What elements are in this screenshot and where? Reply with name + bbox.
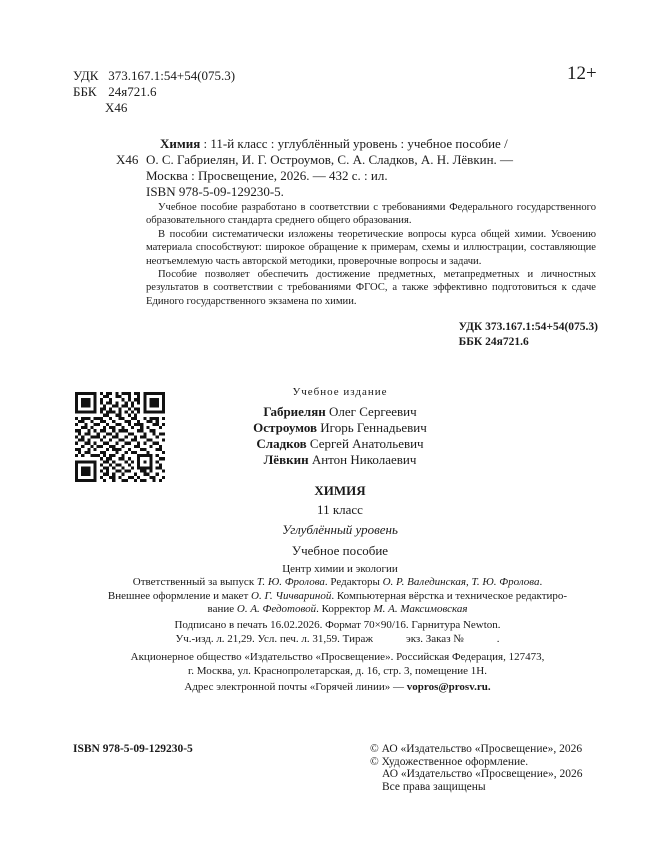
biblio-publisher-line: Москва : Просвещение, 2026. — 432 с. : ил. [146, 168, 388, 183]
author-mark: Х46 [105, 100, 128, 115]
copyright-line-2: © Художественное оформление. [370, 755, 529, 768]
biblio-title: Химия [160, 136, 201, 151]
bbk-line [73, 84, 156, 100]
bbk-value: 24я721.6 [108, 84, 157, 99]
publisher-line-2: г. Москва, ул. Краснопролетарская, д. 16, стр. 3, помещение 1Н. [187, 664, 488, 677]
publisher-address [75, 651, 600, 678]
footer-isbn: ISBN 978-5-09-129230-5 [73, 743, 193, 755]
authors-list [200, 404, 480, 468]
credits-center: Центр химии и экологии [282, 563, 398, 575]
author-name: Габриелян Олег Сергеевич [263, 404, 417, 419]
email-link[interactable]: vopros@prosv.ru. [406, 681, 491, 693]
hotline-email: Адрес электронной почты «Горячей линии» — vopros@prosv.ru. [184, 681, 491, 693]
edition-type: Учебное издание [292, 386, 388, 398]
author-name: Остроумов Игорь Геннадьевич [253, 420, 427, 435]
biblio-mark: Х46 [116, 152, 139, 167]
udk-code-right: УДК 373.167.1:54+54(075.3) [458, 321, 598, 333]
biblio-line1-rest: : 11-й класс : углублённый уровень : учебное пособие / [200, 136, 508, 151]
credits-line-1: Ответственный за выпуск Т. Ю. Фролова. Редакторы О. Р. Валединская, Т. Ю. Фролова. [132, 576, 543, 588]
credits-block [75, 576, 600, 617]
qr-code-graphic [75, 392, 165, 482]
biblio-authors-line: О. С. Габриелян, И. Г. Остроумов, С. А. Сладков, А. Н. Лёвкин. — [146, 152, 514, 167]
imprint-line-2: Уч.-изд. л. 21,29. Усл. печ. л. 31,59. Тираж экз. Заказ № . [175, 632, 500, 645]
credits-line-3: вание О. А. Федотовой. Корректор М. А. Максимовская [207, 603, 468, 616]
imprint-block [75, 619, 600, 646]
copyright-line-1: © АО «Издательство «Просвещение», 2026 [370, 743, 583, 755]
qr-code-icon [75, 392, 165, 482]
credits-line-2: Внешнее оформление и макет О. Г. Чичвариной. Компьютерная вёрстка и техническое редактиро- [107, 589, 568, 602]
udk-value: 373.167.1:54+54(075.3) [108, 68, 236, 83]
publisher-line-1: Акционерное общество «Издательство «Просвещение». Российская Федерация, 127473, [130, 651, 545, 663]
book-type: Учебное пособие [291, 543, 389, 558]
book-title: ХИМИЯ [314, 483, 366, 498]
annotation-paragraph: Учебное пособие разработано в соответствии с требованиями Федерального государственного образовательного стандарта среднего общего образования. [146, 202, 596, 227]
author-name: Лёвкин Антон Николаевич [263, 452, 417, 467]
annotation [146, 201, 596, 308]
bbk-key: ББК [73, 84, 97, 99]
book-level: Углублённый уровень [282, 522, 398, 537]
footer-copyright [370, 743, 582, 793]
copyright-line-3: АО «Издательство «Просвещение», 2026 [382, 768, 583, 781]
codes-right [459, 320, 598, 350]
biblio-line-1 [160, 136, 508, 152]
imprint-line-1: Подписано в печать 16.02.2026. Формат 70×90/16. Гарнитура Newton. [174, 619, 501, 631]
bbk-code-right: ББК 24я721.6 [458, 336, 529, 348]
udk-line [73, 68, 235, 84]
copyright-line-4: Все права защищены [382, 780, 486, 793]
biblio-isbn-line: ISBN 978-5-09-129230-5. [146, 184, 284, 199]
annotation-paragraph: Пособие позволяет обеспечить достижение предметных, метапредметных и личностных результатов в соответствии с требованиями ФГОС, а также эффективно подготовиться к сдаче Единого государственного экзамена по химии. [146, 269, 596, 307]
book-grade: 11 класс [317, 502, 363, 517]
annotation-paragraph: В пособии систематически изложены теоретические вопросы курса общей химии. Усвоению материала способствуют: широкое обращение к примерам, схемы и иллюстрации, составляющие неотъемлемую часть авторской методики, проверочные вопросы и задачи. [146, 228, 596, 267]
udk-key: УДК [73, 68, 99, 83]
author-name: Сладков Сергей Анатольевич [256, 436, 424, 451]
age-rating: 12+ [567, 63, 597, 84]
